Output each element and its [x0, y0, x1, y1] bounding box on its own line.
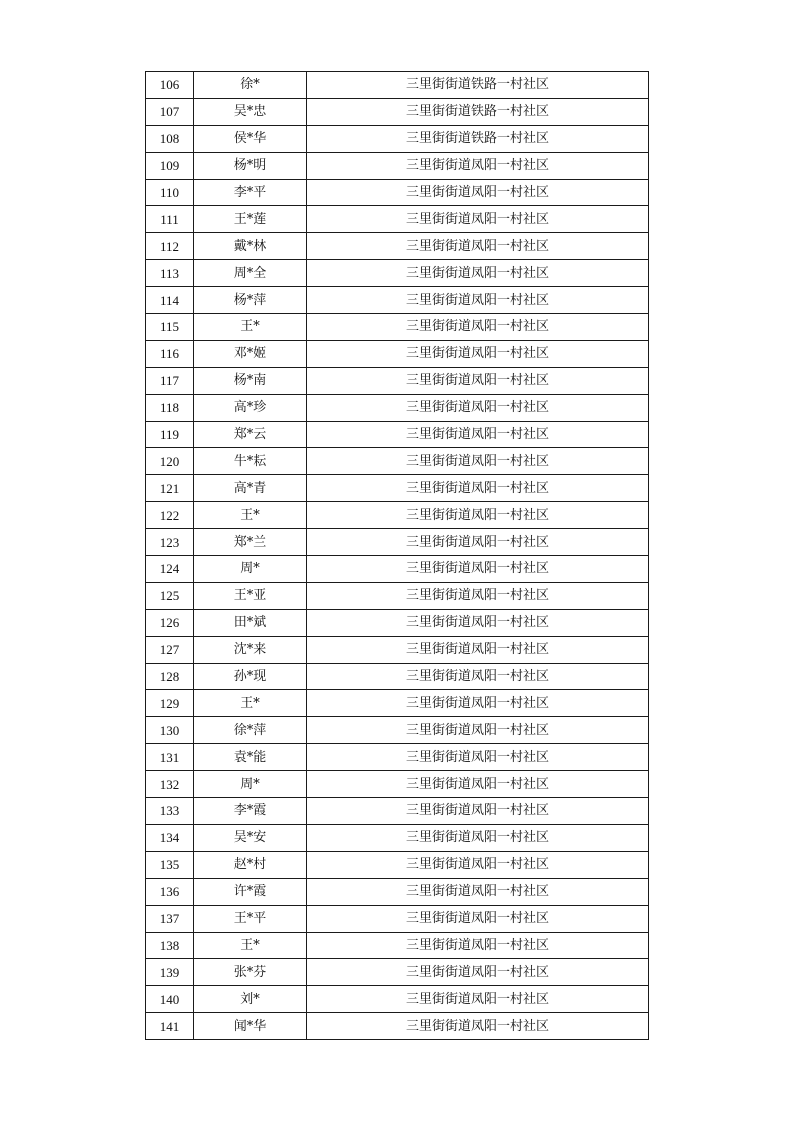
- community-cell: 三里街街道凤阳一村社区: [307, 878, 649, 905]
- row-number-cell: 107: [146, 98, 194, 125]
- name-cell: 杨*萍: [194, 287, 307, 314]
- community-cell: 三里街街道凤阳一村社区: [307, 233, 649, 260]
- table-row: [146, 125, 649, 152]
- table-row: [146, 529, 649, 556]
- row-number-cell: 141: [146, 1013, 194, 1040]
- table-row: [146, 421, 649, 448]
- table-row: [146, 152, 649, 179]
- name-cell: 周*全: [194, 260, 307, 287]
- community-cell: 三里街街道铁路一村社区: [307, 72, 649, 99]
- table-row: [146, 798, 649, 825]
- table-row: [146, 717, 649, 744]
- row-number-cell: 117: [146, 367, 194, 394]
- table-row: [146, 1013, 649, 1040]
- name-cell: 田*斌: [194, 609, 307, 636]
- community-cell: 三里街街道凤阳一村社区: [307, 340, 649, 367]
- row-number-cell: 114: [146, 287, 194, 314]
- name-cell: 袁*能: [194, 744, 307, 771]
- table-row: [146, 851, 649, 878]
- community-cell: 三里街街道凤阳一村社区: [307, 663, 649, 690]
- name-cell: 周*: [194, 556, 307, 583]
- row-number-cell: 109: [146, 152, 194, 179]
- name-cell: 张*芬: [194, 959, 307, 986]
- row-number-cell: 111: [146, 206, 194, 233]
- name-cell: 郑*云: [194, 421, 307, 448]
- community-cell: 三里街街道凤阳一村社区: [307, 771, 649, 798]
- name-cell: 吴*忠: [194, 98, 307, 125]
- name-cell: 李*霞: [194, 798, 307, 825]
- community-cell: 三里街街道凤阳一村社区: [307, 152, 649, 179]
- name-cell: 郑*兰: [194, 529, 307, 556]
- community-cell: 三里街街道铁路一村社区: [307, 98, 649, 125]
- community-cell: 三里街街道凤阳一村社区: [307, 851, 649, 878]
- community-cell: 三里街街道凤阳一村社区: [307, 179, 649, 206]
- row-number-cell: 123: [146, 529, 194, 556]
- community-cell: 三里街街道凤阳一村社区: [307, 529, 649, 556]
- community-cell: 三里街街道凤阳一村社区: [307, 932, 649, 959]
- name-cell: 王*莲: [194, 206, 307, 233]
- community-cell: 三里街街道凤阳一村社区: [307, 556, 649, 583]
- table-row: [146, 690, 649, 717]
- row-number-cell: 137: [146, 905, 194, 932]
- name-cell: 沈*来: [194, 636, 307, 663]
- roster-table: [145, 71, 649, 1040]
- table-row: [146, 663, 649, 690]
- name-cell: 王*亚: [194, 582, 307, 609]
- name-cell: 侯*华: [194, 125, 307, 152]
- community-cell: 三里街街道凤阳一村社区: [307, 260, 649, 287]
- row-number-cell: 120: [146, 448, 194, 475]
- community-cell: 三里街街道凤阳一村社区: [307, 798, 649, 825]
- community-cell: 三里街街道铁路一村社区: [307, 125, 649, 152]
- name-cell: 闻*华: [194, 1013, 307, 1040]
- community-cell: 三里街街道凤阳一村社区: [307, 582, 649, 609]
- name-cell: 吴*安: [194, 824, 307, 851]
- community-cell: 三里街街道凤阳一村社区: [307, 717, 649, 744]
- community-cell: 三里街街道凤阳一村社区: [307, 287, 649, 314]
- row-number-cell: 134: [146, 824, 194, 851]
- name-cell: 戴*林: [194, 233, 307, 260]
- community-cell: 三里街街道凤阳一村社区: [307, 502, 649, 529]
- row-number-cell: 124: [146, 556, 194, 583]
- table-row: [146, 986, 649, 1013]
- row-number-cell: 130: [146, 717, 194, 744]
- name-cell: 许*霞: [194, 878, 307, 905]
- table-row: [146, 824, 649, 851]
- name-cell: 孙*现: [194, 663, 307, 690]
- community-cell: 三里街街道凤阳一村社区: [307, 206, 649, 233]
- table-row: [146, 367, 649, 394]
- table-row: [146, 179, 649, 206]
- row-number-cell: 138: [146, 932, 194, 959]
- table-row: [146, 609, 649, 636]
- name-cell: 王*: [194, 502, 307, 529]
- community-cell: 三里街街道凤阳一村社区: [307, 744, 649, 771]
- community-cell: 三里街街道凤阳一村社区: [307, 394, 649, 421]
- community-cell: 三里街街道凤阳一村社区: [307, 314, 649, 341]
- row-number-cell: 119: [146, 421, 194, 448]
- community-cell: 三里街街道凤阳一村社区: [307, 609, 649, 636]
- name-cell: 王*: [194, 314, 307, 341]
- row-number-cell: 125: [146, 582, 194, 609]
- row-number-cell: 108: [146, 125, 194, 152]
- row-number-cell: 140: [146, 986, 194, 1013]
- name-cell: 王*平: [194, 905, 307, 932]
- name-cell: 徐*: [194, 72, 307, 99]
- roster-table-body: [146, 72, 649, 1040]
- table-row: [146, 475, 649, 502]
- table-row: [146, 636, 649, 663]
- name-cell: 牛*耘: [194, 448, 307, 475]
- row-number-cell: 121: [146, 475, 194, 502]
- table-row: [146, 314, 649, 341]
- community-cell: 三里街街道凤阳一村社区: [307, 475, 649, 502]
- community-cell: 三里街街道凤阳一村社区: [307, 690, 649, 717]
- table-row: [146, 502, 649, 529]
- community-cell: 三里街街道凤阳一村社区: [307, 1013, 649, 1040]
- community-cell: 三里街街道凤阳一村社区: [307, 824, 649, 851]
- table-row: [146, 340, 649, 367]
- table-row: [146, 394, 649, 421]
- name-cell: 杨*南: [194, 367, 307, 394]
- row-number-cell: 131: [146, 744, 194, 771]
- name-cell: 高*珍: [194, 394, 307, 421]
- community-cell: 三里街街道凤阳一村社区: [307, 959, 649, 986]
- community-cell: 三里街街道凤阳一村社区: [307, 448, 649, 475]
- community-cell: 三里街街道凤阳一村社区: [307, 986, 649, 1013]
- table-row: [146, 556, 649, 583]
- name-cell: 徐*萍: [194, 717, 307, 744]
- row-number-cell: 127: [146, 636, 194, 663]
- name-cell: 王*: [194, 690, 307, 717]
- row-number-cell: 112: [146, 233, 194, 260]
- row-number-cell: 139: [146, 959, 194, 986]
- table-row: [146, 72, 649, 99]
- table-row: [146, 959, 649, 986]
- row-number-cell: 118: [146, 394, 194, 421]
- row-number-cell: 110: [146, 179, 194, 206]
- table-row: [146, 878, 649, 905]
- row-number-cell: 115: [146, 314, 194, 341]
- table-row: [146, 905, 649, 932]
- row-number-cell: 132: [146, 771, 194, 798]
- community-cell: 三里街街道凤阳一村社区: [307, 905, 649, 932]
- name-cell: 赵*村: [194, 851, 307, 878]
- name-cell: 高*青: [194, 475, 307, 502]
- name-cell: 邓*姬: [194, 340, 307, 367]
- row-number-cell: 129: [146, 690, 194, 717]
- name-cell: 周*: [194, 771, 307, 798]
- row-number-cell: 126: [146, 609, 194, 636]
- table-row: [146, 771, 649, 798]
- table-row: [146, 233, 649, 260]
- row-number-cell: 106: [146, 72, 194, 99]
- table-row: [146, 582, 649, 609]
- community-cell: 三里街街道凤阳一村社区: [307, 421, 649, 448]
- name-cell: 李*平: [194, 179, 307, 206]
- row-number-cell: 136: [146, 878, 194, 905]
- table-row: [146, 206, 649, 233]
- table-row: [146, 260, 649, 287]
- row-number-cell: 133: [146, 798, 194, 825]
- table-row: [146, 744, 649, 771]
- row-number-cell: 128: [146, 663, 194, 690]
- row-number-cell: 122: [146, 502, 194, 529]
- table-row: [146, 98, 649, 125]
- name-cell: 杨*明: [194, 152, 307, 179]
- row-number-cell: 135: [146, 851, 194, 878]
- community-cell: 三里街街道凤阳一村社区: [307, 367, 649, 394]
- row-number-cell: 116: [146, 340, 194, 367]
- table-row: [146, 448, 649, 475]
- table-row: [146, 287, 649, 314]
- row-number-cell: 113: [146, 260, 194, 287]
- table-row: [146, 932, 649, 959]
- community-cell: 三里街街道凤阳一村社区: [307, 636, 649, 663]
- name-cell: 刘*: [194, 986, 307, 1013]
- name-cell: 王*: [194, 932, 307, 959]
